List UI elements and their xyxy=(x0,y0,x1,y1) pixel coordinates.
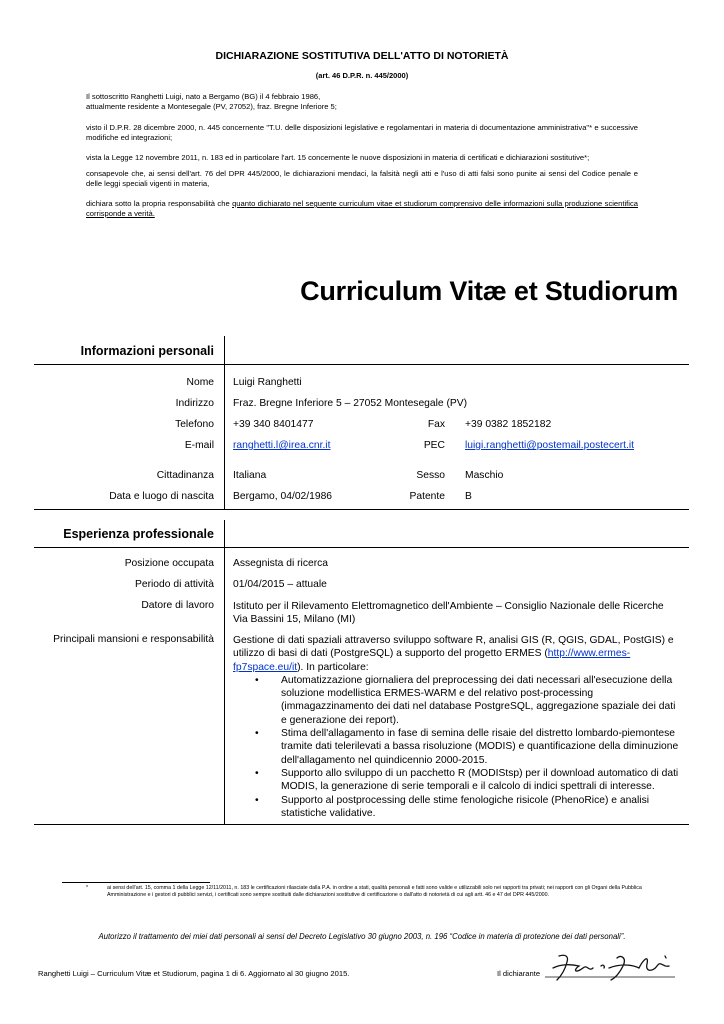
duties-label: Principali mansioni e responsabilità xyxy=(53,634,214,645)
citizenship-label: Cittadinanza xyxy=(156,470,214,481)
signer-label: Il dichiarante xyxy=(497,969,541,978)
duties-description xyxy=(233,634,681,820)
fax-value: +39 0382 1852182 xyxy=(465,419,552,430)
ermes-project-link[interactable]: http://www.ermes-fp7space.eu/it xyxy=(233,648,631,673)
name-value: Luigi Ranghetti xyxy=(233,377,302,388)
position-label: Posizione occupata xyxy=(124,558,214,569)
section-end-rule xyxy=(34,824,689,825)
heading-underline-personal xyxy=(34,364,224,365)
identity-line-2: attualmente residente a Montesegale (PV, 27052), fraz. Bregne Inferiore 5; xyxy=(86,102,337,111)
employer-address: Via Bassini 15, Milano (MI) xyxy=(233,614,356,626)
position-value: Assegnista di ricerca xyxy=(233,558,328,569)
duty-text: Supporto al postprocessing delle stime fenologiche risicole (PhenoRice) e analisi statistiche validative. xyxy=(281,794,650,819)
duty-item xyxy=(233,674,681,727)
section-divider-experience xyxy=(224,520,225,824)
declaration-paragraph-identity xyxy=(86,92,638,112)
footnote-separator xyxy=(62,882,210,883)
employer-name: Istituto per il Rilevamento Elettromagnetico dell'Ambiente – Consiglio Nazionale delle Ricerche xyxy=(233,601,664,612)
heading-underline-experience xyxy=(34,547,224,548)
period-label: Periodo di attività xyxy=(135,579,214,590)
employer-value xyxy=(233,600,681,627)
duty-text: Supporto allo sviluppo di un pacchetto R (MODIStsp) per il download automatico di dati MODIS, la generazione di serie temporali e il calcolo di indici spettrali di interesse. xyxy=(281,767,679,793)
bullet-icon: • xyxy=(255,728,259,740)
birth-value: Bergamo, 04/02/1986 xyxy=(233,491,333,502)
declaration-paragraph-law: vista la Legge 12 novembre 2011, n. 183 ed in particolare l'art. 15 concernente le nuove disposizioni in materia di certificati e dichiarazioni sostitutive*; xyxy=(86,153,590,162)
declaration-title: DICHIARAZIONE SOSTITUTIVA DELL'ATTO DI NOTORIETÀ xyxy=(215,50,509,62)
address-value: Fraz. Bregne Inferiore 5 – 27052 Montesegale (PV) xyxy=(233,398,468,409)
address-label: Indirizzo xyxy=(175,398,214,409)
footnote-text: ai sensi dell'art. 15, comma 1 della Legge 12/11/2011, n. 183 le certificazioni rilasciate dalla P.A. in ordine a stati, qualità personali e fatti sono valide e utilizzabili solo nei rapporti tra privati; nei rapporti con gli Organi della Pubblica Amministrazione e i gestori di pubblici servizi, i certificati sono sempre sostituiti dalle dichiarazioni sostitutive di certificazione o dall'atto di notorietà di cui agli artt. 46 e 47 del DPR 445/2000. xyxy=(107,885,642,898)
sex-label: Sesso xyxy=(416,470,445,481)
heading-rule-personal xyxy=(224,364,689,365)
citizenship-value: Italiana xyxy=(233,470,267,481)
declaration-paragraph-statement xyxy=(86,199,638,219)
declaration-paragraph-dpr: visto il D.P.R. 28 dicembre 2000, n. 445 concernente "T.U. delle disposizioni legislative e regolamentari in materia di documentazione amministrativa"* e successive modifiche ed integrazioni; xyxy=(86,123,638,142)
identity-line-1: Il sottoscritto Ranghetti Luigi, nato a Bergamo (BG) il 4 febbraio 1986, xyxy=(86,92,321,101)
duty-item xyxy=(233,794,681,821)
declaration-subtitle: (art. 46 D.P.R. n. 445/2000) xyxy=(315,71,409,80)
birth-label: Data e luogo di nascita xyxy=(109,491,214,502)
section-separator xyxy=(34,509,689,510)
bullet-icon: • xyxy=(255,674,259,686)
statement-underlined: quanto dichiarato nel seguente curriculum vitae et studiorum comprensivo delle informazioni sulla produzione scientifica corrisponde a verità. xyxy=(86,199,638,218)
bullet-icon: • xyxy=(255,767,259,779)
section-heading-experience: Esperienza professionale xyxy=(63,527,214,541)
phone-value: +39 340 8401477 xyxy=(233,419,314,430)
footnote-mark: * xyxy=(86,885,89,891)
declaration-paragraph-awareness: consapevole che, ai sensi dell'art. 76 del DPR 445/2000, le dichiarazioni mendaci, la falsità negli atti e l'uso di atti falsi sono punite ai sensi del Codice penale e delle leggi speciali vigenti in materia, xyxy=(86,169,638,188)
bullet-icon: • xyxy=(255,794,259,806)
cv-title: Curriculum Vitæ et Studiorum xyxy=(300,276,678,306)
duty-text: Stima dell'allagamento in fase di semina delle risaie del distretto lombardo-piemontese tramite dati telerilevati a bassa risoluzione (MODIS) e quantificazione della diminuzione dell'allagamento nel quindicennio 2000-2015. xyxy=(281,728,679,766)
pec-label: PEC xyxy=(423,440,445,451)
duties-intro-text: Gestione di dati spaziali attraverso sviluppo software R, analisi GIS (R, QGIS, GDAL, PostGIS) e utilizzo di basi di dati (PostgreSQL) a supporto del progetto ERMES ( xyxy=(233,635,674,660)
duties-intro-end: ). In particolare: xyxy=(297,661,369,673)
signature-image xyxy=(545,950,685,984)
section-divider-personal xyxy=(224,336,225,509)
duties-intro xyxy=(233,634,681,674)
duty-item xyxy=(233,767,681,794)
privacy-authorization: Autorizzo il trattamento dei miei dati personali ai sensi del Decreto Legislativo 30 giugno 2003, n. 196 “Codice in materia di protezione dei dati personali”. xyxy=(98,932,626,941)
section-heading-personal: Informazioni personali xyxy=(80,344,214,358)
license-label: Patente xyxy=(409,491,445,502)
duty-item xyxy=(233,727,681,767)
employer-label: Datore di lavoro xyxy=(141,600,214,611)
email-label: E-mail xyxy=(184,440,214,451)
page-footer: Ranghetti Luigi – Curriculum Vitæ et Studiorum, pagina 1 di 6. Aggiornato al 30 giugno 2015. xyxy=(38,969,350,978)
period-value: 01/04/2015 – attuale xyxy=(233,579,327,590)
fax-label: Fax xyxy=(427,419,445,430)
sex-value: Maschio xyxy=(465,470,504,481)
duty-text: Automatizzazione giornaliera del preprocessing dei dati necessari all'esecuzione della soluzione modellistica ERMES-WARM e del relativo post-processing (immagazzinamento dei dati nel database PostgreSQL, aggregazione spaziale dei dati e generazione dei report). xyxy=(281,674,676,726)
statement-start: dichiara sotto la propria responsabilità che xyxy=(86,199,233,208)
pec-link[interactable]: luigi.ranghetti@postemail.postecert.it xyxy=(465,440,634,451)
email-link[interactable]: ranghetti.l@irea.cnr.it xyxy=(233,440,331,451)
license-value: B xyxy=(465,491,472,502)
heading-rule-experience xyxy=(224,547,689,548)
name-label: Nome xyxy=(186,377,214,388)
phone-label: Telefono xyxy=(175,419,214,430)
